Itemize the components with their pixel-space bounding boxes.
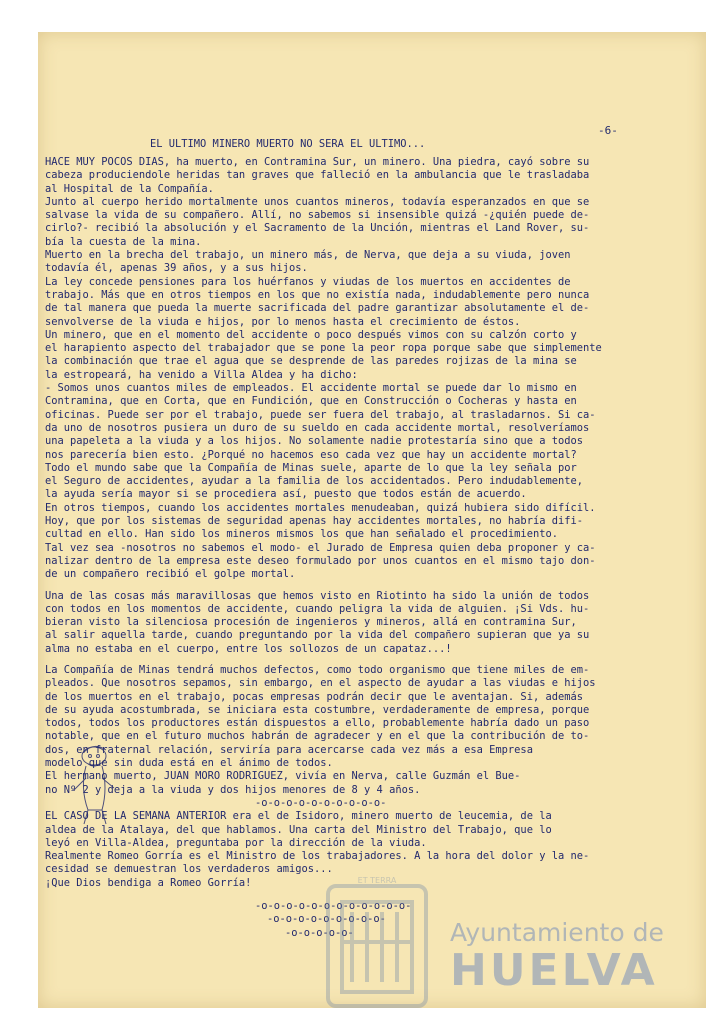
text-line: Contramina, que en Corta, que en Fundición, que en Construcción o Cocheras y hasta en xyxy=(45,395,577,408)
text-line: la ayuda sería mayor si se procediera así, puesto que todos están de acuerdo. xyxy=(45,488,527,501)
paragraph-1 xyxy=(45,156,677,582)
text-line: pleados. Que nosotros sepamos, sin embargo, en el aspecto de ayudar a las viudas e hijos xyxy=(45,677,596,690)
text-line: Muerto en la brecha del trabajo, un minero más, de Nerva, que deja a su viuda, joven xyxy=(45,249,571,262)
text-line: - Somos unos cuantos miles de empleados. El accidente mortal se puede dar lo mismo en xyxy=(45,382,577,395)
text-line: cabeza produciendole heridas tan graves que falleció en la ambulancia que le trasladaba xyxy=(45,169,590,182)
text-line: bía la cuesta de la mina. xyxy=(45,235,202,248)
paragraph-3 xyxy=(45,664,677,797)
text-line: salvase la vida de su compañero. Allí, no sabemos si insensible quizá -¿quién puede de- xyxy=(45,209,590,222)
text-line: leyó en Villa-Aldea, preguntaba por la dirección de la viuda. xyxy=(45,836,427,849)
text-line: Tal vez sea -nosotros no sabemos el modo- el Jurado de Empresa quien deba proponer y ca- xyxy=(45,541,596,554)
text-line: ¡Que Dios bendiga a Romeo Gorría! xyxy=(45,876,252,889)
text-line: nos parecería bien esto. ¿Porqué no hacemos eso cada vez que hay un accidente mortal? xyxy=(45,448,577,461)
separator-2: -o-o-o-o-o-o-o-o-o-o-o-o- xyxy=(255,900,412,913)
text-line: cultad en ello. Han sido los mineros mismos los que han señalado el procedimiento. xyxy=(45,528,558,541)
text-line: aldea de la Atalaya, del que hablamos. Una carta del Ministro del Trabajo, que lo xyxy=(45,823,552,836)
ayuntamiento-watermark xyxy=(450,918,664,996)
text-line: Una de las cosas más maravillosas que hemos visto en Riotinto ha sido la unión de todos xyxy=(45,589,590,602)
text-line: de tal manera que pueda la muerte sacrificada del padre garantizar absolutamente el de- xyxy=(45,302,590,315)
text-line: la estropeará, ha venido a Villa Aldea y ha dicho: xyxy=(45,368,358,381)
text-line: trabajo. Más que en otros tiempos en los que no existía nada, indudablemente pero nunca xyxy=(45,288,590,301)
text-line: todavía él, apenas 39 años, y a sus hijos. xyxy=(45,262,308,275)
text-line: Hoy, que por los sistemas de seguridad apenas hay accidentes mortales, no habría difi- xyxy=(45,515,583,528)
text-line: bieran visto la silenciosa procesión de ingenieros y mineros, allá en contramina Sur, xyxy=(45,616,577,629)
text-line: cirlo?- recibió la absolución y el Sacramento de la Unción, mientras el Land Rover, su- xyxy=(45,222,590,235)
text-line: HACE MUY POCOS DIAS, ha muerto, en Contramina Sur, un minero. Una piedra, cayó sobre su xyxy=(45,156,590,168)
miner-doodle-icon xyxy=(68,738,128,828)
text-line: no Nº 2 y deja a la viuda y dos hijos menores de 8 y 4 años. xyxy=(45,783,421,796)
text-line: Junto al cuerpo herido mortalmente unos cuantos mineros, todavía esperanzados en que se xyxy=(45,195,590,208)
text-line: oficinas. Puede ser por el trabajo, puede ser fuera del trabajo, al trasladarnos. Si ca- xyxy=(45,408,596,421)
text-line: senvolverse de la viuda e hijos, por lo menos hasta el crecimiento de éstos. xyxy=(45,315,521,328)
text-line: cesidad se demuestran los verdaderos amigos... xyxy=(45,863,333,876)
text-line: El hermano muerto, JUAN MORO RODRIGUEZ, vivía en Nerva, calle Guzmán el Bue- xyxy=(45,770,521,783)
text-line: de un compañero recibió el golpe mortal. xyxy=(45,568,296,581)
text-line: alma no estaba en el cuerpo, entre los sollozos de un capataz...! xyxy=(45,642,452,655)
separator-4: -o-o-o-o-o- xyxy=(285,926,354,939)
text-line: al Hospital de la Compañía. xyxy=(45,182,214,195)
text-line: una papeleta a la viuda y a los hijos. No solamente nadie protestaría sino que a todos xyxy=(45,435,583,448)
text-line: de su ayuda acostumbrada, se iniciara esta costumbre, verdaderamente de empresa, porque xyxy=(45,703,590,716)
text-line: La Compañía de Minas tendrá muchos defectos, como todo organismo que tiene miles de em- xyxy=(45,663,590,676)
text-line: Un minero, que en el momento del accidente o poco después vimos con su calzón corto y xyxy=(45,328,577,341)
text-line: Todo el mundo sabe que la Compañía de Minas suele, aparte de lo que la ley señala por xyxy=(45,461,577,474)
text-line: al salir aquella tarde, cuando preguntando por la vida del compañero supieran que ya su xyxy=(45,629,590,642)
watermark-line1: Ayuntamiento de xyxy=(450,918,664,947)
text-line: En otros tiempos, cuando los accidentes mortales menudeaban, quizá hubiera sido difícil. xyxy=(45,501,596,514)
huelva-seal-watermark xyxy=(322,872,432,1012)
text-line: EL CASO DE LA SEMANA ANTERIOR era el de Isidoro, minero muerto de leucemia, de la xyxy=(45,810,552,823)
text-line: da uno de nosotros pusiera un duro de su sueldo en cada accidente mortal, resolveríamos xyxy=(45,421,590,434)
text-line: La ley concede pensiones para los huérfanos y viudas de los muertos en accidentes de xyxy=(45,275,571,288)
text-line: de los muertos en el trabajo, pocas empresas podrán decir que le aventajan. Si, además xyxy=(45,690,583,703)
text-line: Realmente Romeo Gorría es el Ministro de los trabajadores. A la hora del dolor y la ne- xyxy=(45,850,590,863)
text-line: el Seguro de accidentes, ayudar a la familia de los accidentados. Pero indudablemente, xyxy=(45,475,583,488)
page-number: -6- xyxy=(598,124,618,137)
text-line: dos, en fraternal relación, serviría para acercarse cada vez más a esa Empresa xyxy=(45,743,533,756)
separator-1: -o-o-o-o-o-o-o-o-o-o- xyxy=(255,796,387,809)
text-line: todos, todos los productores están dispuestos a ello, probablemente habría dado un paso xyxy=(45,717,590,730)
text-line: notable, que en el futuro muchos habrán de agradecer y en el que la contribución de to- xyxy=(45,730,590,743)
article-title: EL ULTIMO MINERO MUERTO NO SERA EL ULTIMO... xyxy=(150,138,426,150)
watermark-line2: HUELVA xyxy=(450,945,658,996)
separator-3: -o-o-o-o-o-o-o-o-o- xyxy=(267,913,386,926)
text-line: nalizar dentro de la empresa este deseo formulado por unos cuantos en el mismo tajo don- xyxy=(45,554,596,567)
paragraph-2 xyxy=(45,590,677,656)
text-line: el harapiento aspecto del trabajador que se pone la peor ropa porque sabe que simplemente xyxy=(45,342,602,355)
article-body xyxy=(45,156,677,940)
text-line: con todos en los momentos de accidente, cuando peligra la vida de alguien. ¡Si Vds. hu- xyxy=(45,602,590,615)
text-line: la combinación que trae el agua que se desprende de las paredes rojizas de la mina se xyxy=(45,355,577,368)
seal-text: ET TERRA xyxy=(357,876,397,885)
text-line: modelo que sin duda está en el ánimo de todos. xyxy=(45,757,333,770)
